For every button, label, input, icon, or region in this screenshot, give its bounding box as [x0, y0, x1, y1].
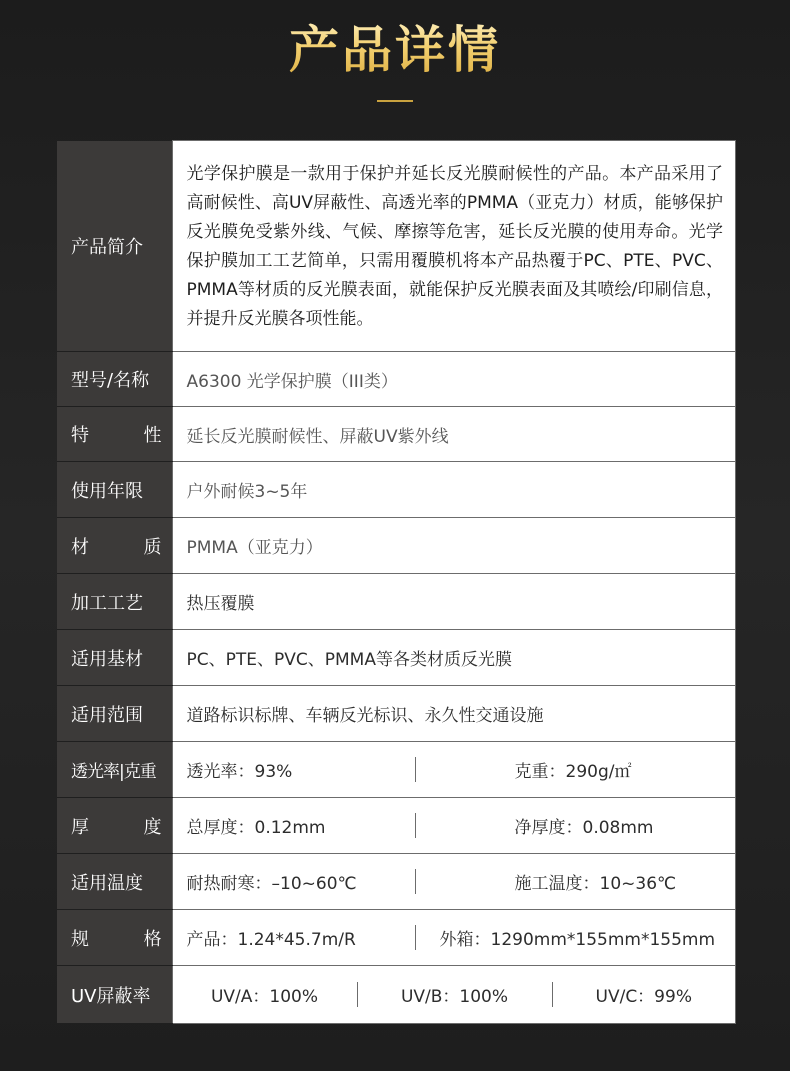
- label-model: 型号/名称: [57, 352, 172, 407]
- value-transmittance: 透光率：93%: [173, 757, 416, 782]
- value-process: 热压覆膜: [172, 574, 736, 630]
- value-carton-size: 外箱：1290mm*155mm*155mm: [439, 930, 716, 950]
- spec-cell: [172, 910, 736, 966]
- table-row: [57, 141, 736, 352]
- label-spec: 规 格: [57, 910, 172, 966]
- table-row: [57, 574, 736, 630]
- table-row: [57, 352, 736, 407]
- value-product-size: 产品：1.24*45.7m/R: [173, 925, 416, 950]
- uv-cell: [172, 966, 736, 1024]
- value-lifespan: 户外耐候3~5年: [172, 462, 736, 518]
- thickness-cell: [172, 798, 736, 854]
- label-transmittance: 透光率|克重: [57, 742, 172, 798]
- table-row: [57, 630, 736, 686]
- value-uv-c: UV/C：99%: [595, 987, 692, 1007]
- value-weight: 克重：290g/㎡: [514, 762, 632, 782]
- table-row: [57, 407, 736, 462]
- label-material: 材 质: [57, 518, 172, 574]
- temperature-cell: [172, 854, 736, 910]
- intro-text: 光学保护膜是一款用于保护并延长反光膜耐候性的产品。本产品采用了高耐候性、高UV屏蔽性、高透光率的PMMA（亚克力）材质，能够保护反光膜免受紫外线、气候、摩擦等危害，延长反光膜的使用寿命。光学保护膜加工工艺简单，只需用覆膜机将本产品热覆于PC、PTE、PVC、PMMA等材质的反光膜表面，就能保护反光膜表面及其喷绘/印刷信息，并提升反光膜各项性能。: [186, 164, 723, 329]
- table-row: [57, 518, 736, 574]
- table-row: [57, 854, 736, 910]
- label-thickness: 厚 度: [57, 798, 172, 854]
- value-net-thickness: 净厚度：0.08mm: [514, 818, 654, 838]
- page-title: 产品详情: [0, 14, 790, 86]
- table-row: [57, 966, 736, 1024]
- label-substrate: 适用基材: [57, 630, 172, 686]
- label-uv: UV屏蔽率: [57, 966, 172, 1024]
- value-scope: 道路标识标牌、车辆反光标识、永久性交通设施: [172, 686, 736, 742]
- table-row: [57, 798, 736, 854]
- value-heat-cold: 耐热耐寒：–10~60℃: [173, 869, 416, 894]
- table-row: [57, 742, 736, 798]
- value-uv-a: UV/A：100%: [173, 982, 358, 1007]
- table-row: [57, 686, 736, 742]
- intro-cell: [172, 141, 736, 352]
- value-total-thickness: 总厚度：0.12mm: [173, 813, 416, 838]
- transmittance-cell: [172, 742, 736, 798]
- title-divider: [377, 100, 413, 102]
- spec-table: [57, 140, 736, 1024]
- label-temperature: 适用温度: [57, 854, 172, 910]
- label-scope: 适用范围: [57, 686, 172, 742]
- label-feature: 特 性: [57, 407, 172, 462]
- value-material: PMMA（亚克力）: [172, 518, 736, 574]
- table-row: [57, 462, 736, 518]
- value-feature: 延长反光膜耐候性、屏蔽UV紫外线: [172, 407, 736, 462]
- value-model: A6300 光学保护膜（III类）: [172, 352, 736, 407]
- value-work-temp: 施工温度：10~36℃: [514, 874, 677, 894]
- label-lifespan: 使用年限: [57, 462, 172, 518]
- label-process: 加工工艺: [57, 574, 172, 630]
- value-substrate: PC、PTE、PVC、PMMA等各类材质反光膜: [172, 630, 736, 686]
- label-intro: 产品简介: [57, 141, 172, 352]
- value-uv-b: UV/B：100%: [358, 982, 553, 1007]
- table-row: [57, 910, 736, 966]
